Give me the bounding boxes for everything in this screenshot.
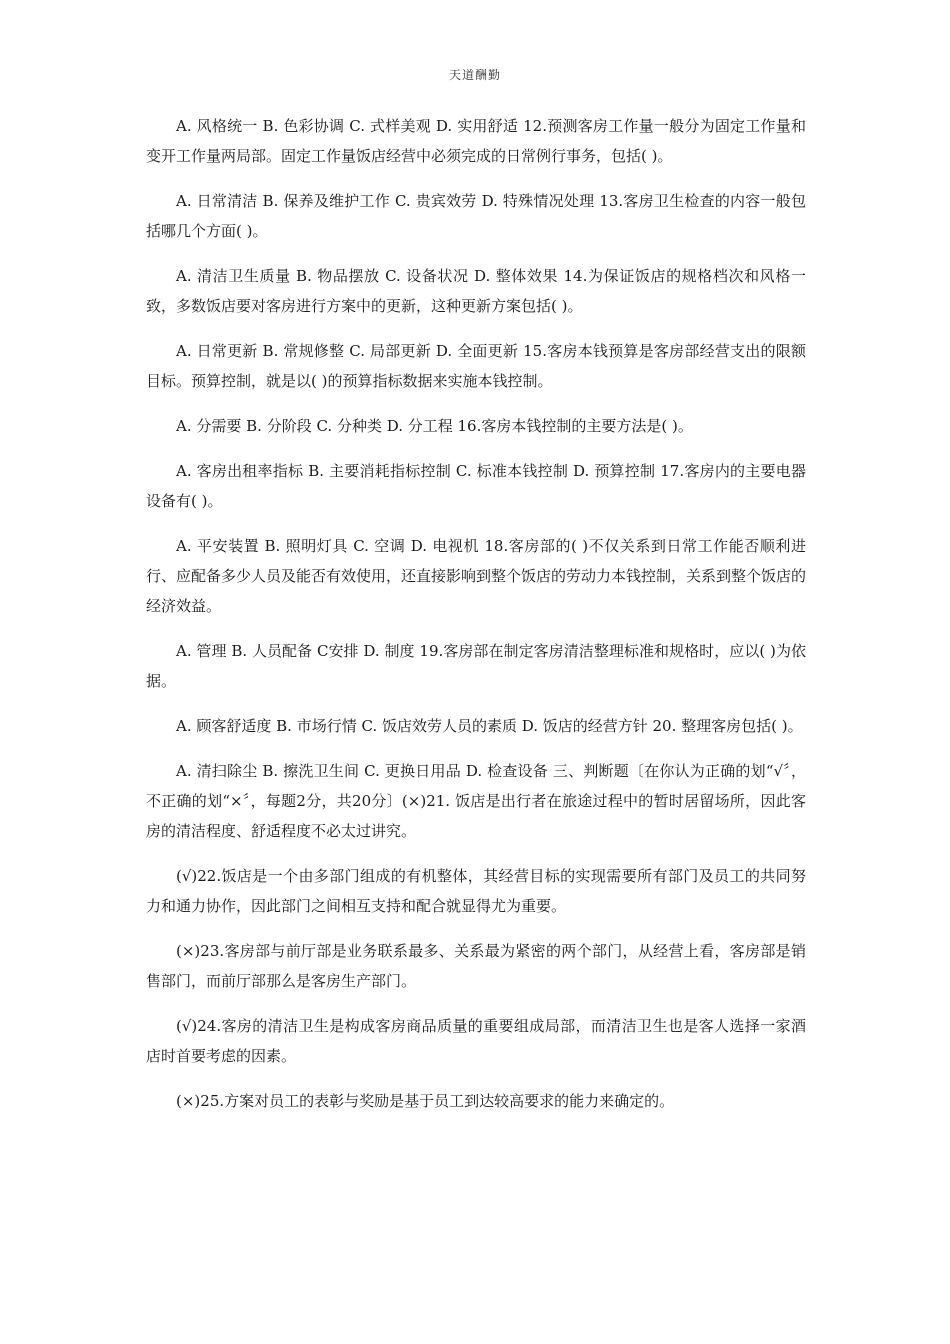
paragraph: A. 客房出租率指标 B. 主要消耗指标控制 C. 标准本钱控制 D. 预算控制 17.客房内的主要电器设备有( )。: [146, 462, 806, 510]
paragraph: A. 平安装置 B. 照明灯具 C. 空调 D. 电视机 18.客房部的( )不仅关系到日常工作能否顺利进行、应配备多少人员及能否有效使用，还直接影响到整个饭店的劳动力本钱控制，关系到整个饭店的经济效益。: [146, 537, 807, 615]
paragraph: (√)24.客房的清洁卫生是构成客房商品质量的重要组成局部，而清洁卫生也是客人选择一家酒店时首要考虑的因素。: [146, 1017, 806, 1065]
paragraph: A. 清洁卫生质量 B. 物品摆放 C. 设备状况 D. 整体效果 14.为保证饭店的规格档次和风格一致，多数饭店要对客房进行方案中的更新，这种更新方案包括( )。: [146, 267, 806, 315]
paragraph: (√)22.饭店是一个由多部门组成的有机整体，其经营目标的实现需要所有部门及员工的共同努力和通力协作，因此部门之间相互支持和配合就显得尤为重要。: [146, 867, 806, 915]
paragraph: A. 日常清洁 B. 保养及维护工作 C. 贵宾效劳 D. 特殊情况处理 13.客房卫生检查的内容一般包括哪几个方面( )。: [146, 192, 806, 240]
paragraph: A. 清扫除尘 B. 擦洗卫生间 C. 更换日用品 D. 检查设备 三、判断题〔在你认为正确的划“√〞，不正确的划“×〞，每题2分，共20分〕(×)21. 饭店是出行者在旅途过程中的暂时居留场所，因此客房的清洁程度、舒适程度不必太过讲究。: [146, 762, 806, 840]
page-header: 天道酬勤: [448, 68, 501, 82]
paragraph: A. 分需要 B. 分阶段 C. 分种类 D. 分工程 16.客房本钱控制的主要方法是( )。: [176, 417, 693, 435]
paragraph: (×)25.方案对员工的表彰与奖励是基于员工到达较高要求的能力来确定的。: [176, 1092, 675, 1110]
document-body: [146, 111, 806, 1131]
paragraph: (×)23.客房部与前厅部是业务联系最多、关系最为紧密的两个部门，从经营上看，客房部是销售部门，而前厅部那么是客房生产部门。: [146, 942, 806, 990]
paragraph: A. 风格统一 B. 色彩协调 C. 式样美观 D. 实用舒适 12.预测客房工作量一般分为固定工作量和变开工作量两局部。固定工作量饭店经营中必须完成的日常例行事务，包括( )。: [146, 117, 806, 165]
paragraph: A. 日常更新 B. 常规修整 C. 局部更新 D. 全面更新 15.客房本钱预算是客房部经营支出的限额目标。预算控制，就是以( )的预算指标数据来实施本钱控制。: [146, 342, 806, 390]
paragraph: A. 顾客舒适度 B. 市场行情 C. 饭店效劳人员的素质 D. 饭店的经营方针 20. 整理客房包括( )。: [176, 717, 803, 735]
paragraph: A. 管理 B. 人员配备 C安排 D. 制度 19.客房部在制定客房清洁整理标准和规格时，应以( )为依据。: [146, 642, 806, 690]
